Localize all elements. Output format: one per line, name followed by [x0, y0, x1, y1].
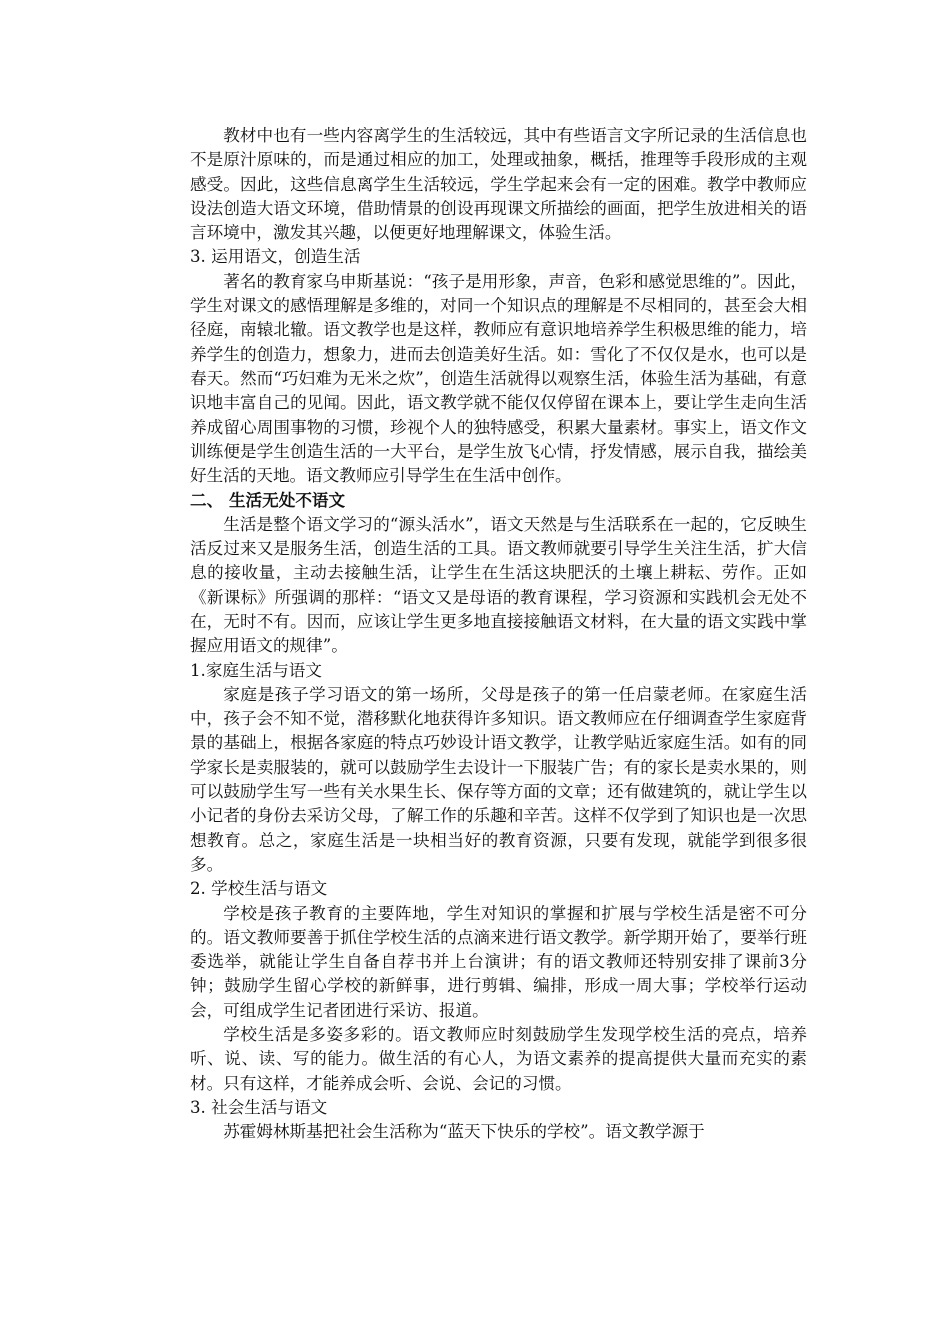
body-paragraph: 学校是孩子教育的主要阵地，学生对知识的掌握和扩展与学校生活是密不可分的。语文教师要善于抓住学校生活的点滴来进行语文教学。新学期开始了，要举行班委选举，就能让学生自备自荐书并上台演讲；有的语文教师还特别安排了课前3分钟；鼓励学生留心学校的新鲜事，进行剪辑、编排，形成一周大事；学校举行运动会，可组成学生记者团进行采访、报道。	[190, 903, 807, 1020]
section-heading: 二、 生活无处不语文	[190, 490, 346, 511]
subsection-heading: 3. 社会生活与语文	[190, 1097, 328, 1117]
body-paragraph: 家庭是孩子学习语文的第一场所，父母是孩子的第一任启蒙老师。在家庭生活中，孩子会不知不觉，潜移默化地获得许多知识。语文教师应在仔细调查学生家庭背景的基础上，根据各家庭的特点巧妙设计语文教学，让教学贴近家庭生活。如有的同学家长是卖服装的，就可以鼓励学生去设计一下服装广告；有的家长是卖水果的，则可以鼓励学生写一些有关水果生长、保存等方面的文章；还有做建筑的，就让学生以小记者的身份去采访父母，了解工作的乐趣和辛苦。这样不仅学到了知识也是一次思想教育。总之，家庭生活是一块相当好的教育资源，只要有发现，就能学到很多很多。	[190, 684, 807, 874]
body-paragraph: 学校生活是多姿多彩的。语文教师应时刻鼓励学生发现学校生活的亮点，培养听、说、读、写的能力。做生活的有心人，为语文素养的提高提供大量而充实的素材。只有这样，才能养成会听、会说、会记的习惯。	[190, 1024, 807, 1093]
subsection-heading: 3. 运用语文，创造生活	[190, 247, 361, 267]
body-paragraph: 教材中也有一些内容离学生的生活较远，其中有些语言文字所记录的生活信息也不是原汁原味的，而是通过相应的加工，处理或抽象，概括，推理等手段形成的主观感受。因此，这些信息离学生生活较远，学生学起来会有一定的困难。教学中教师应设法创造大语文环境，借助情景的创设再现课文所描绘的画面，把学生放进相关的语言环境中，激发其兴趣，以便更好地理解课文，体验生活。	[190, 126, 807, 243]
subsection-heading: 1.家庭生活与语文	[190, 660, 322, 680]
body-paragraph: 生活是整个语文学习的“源头活水”，语文天然是与生活联系在一起的，它反映生活反过来又是服务生活，创造生活的工具。语文教师就要引导学生关注生活，扩大信息的接收量，主动去接触生活，让学生在生活这块肥沃的土壤上耕耘、劳作。正如《新课标》所强调的那样：“语文又是母语的教育课程，学习资源和实践机会无处不在，无时不有。因而，应该让学生更多地直接接触语文材料，在大量的语文实践中掌握应用语文的规律”。	[190, 514, 807, 656]
document-page	[190, 124, 807, 1144]
subsection-heading: 2. 学校生活与语文	[190, 879, 328, 899]
body-paragraph: 著名的教育家乌申斯基说：“孩子是用形象，声音，色彩和感觉思维的”。因此，学生对课文的感悟理解是多维的，对同一个知识点的理解是不尽相同的，甚至会大相径庭，南辕北辙。语文教学也是这样，教师应有意识地培养学生积极思维的能力，培养学生的创造力，想象力，进而去创造美好生活。如：雪化了不仅仅是水，也可以是春天。然而“巧妇难为无米之炊”，创造生活就得以观察生活，体验生活为基础，有意识地丰富自己的见闻。因此，语文教学就不能仅仅停留在课本上，要让学生走向生活养成留心周围事物的习惯，珍视个人的独特感受，积累大量素材。事实上，语文作文训练便是学生创造生活的一大平台，是学生放飞心情，抒发情感，展示自我，描绘美好生活的天地。语文教师应引导学生在生活中创作。	[190, 271, 807, 486]
body-paragraph: 苏霍姆林斯基把社会生活称为“蓝天下快乐的学校”。语文教学源于	[223, 1122, 705, 1142]
